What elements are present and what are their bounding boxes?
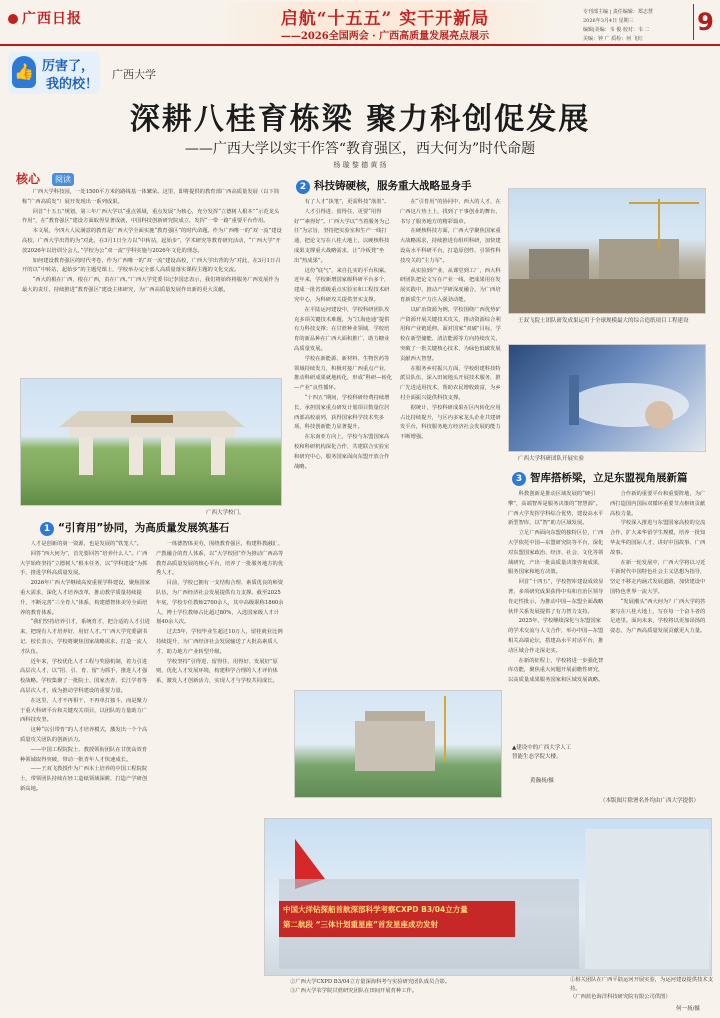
- campus-gate-photo: [20, 378, 282, 506]
- caption-3: ③广西大学农学院甘蔗研究团队在田间开展育种工作。: [290, 987, 418, 994]
- research-team-group-photo: [264, 818, 712, 976]
- section-1-col-1: [20, 540, 150, 1010]
- section-3-col-1: [508, 490, 606, 810]
- byline: 杨 璇 黎 德 黄 扬: [333, 161, 387, 169]
- lead-text: [22, 188, 282, 374]
- column-badge: [8, 52, 100, 94]
- lead-paragraph: “西大的根在广西，根在广西，责在广西。”广西大学党委书记李国忠表示，我们将始终将服务广西发展作为最大的责任，持续推进“教育强区”建设主体研究，为广西高质量发展作出新的更大贡献。: [22, 277, 280, 293]
- paper-mill-construction-photo: [508, 188, 706, 314]
- paragraph: 以矿冶资源为例，学校围绕广西优势矿产资源开展关键技术攻关，推动资源综合利用和产业链延伸。面对国家“双碳”目标，学校在新型储能、清洁能源等方向持续攻关，突破了一批关键核心技术，为绿色低碳发展贡献西大智慧。: [400, 306, 501, 362]
- campus-caption: 广西大学校门。: [206, 510, 245, 516]
- section-number: 1: [40, 522, 54, 536]
- section-2-col-1: [294, 198, 394, 686]
- caption-1-credit: （广西蓝色海洋科技研究院有限公司供图）: [570, 994, 671, 1000]
- event-banner-line-1: 中国大洋钻探船首航深部科学考察CXPD B3/04立方量: [283, 905, 468, 914]
- lawn: [21, 475, 282, 506]
- section-number: 2: [296, 180, 310, 194]
- series-label: 广西大学: [112, 68, 156, 81]
- meta-line: 编辑|美编：韦 俊 校对：韦 二: [583, 27, 650, 33]
- lead-paragraph: 回首“十五五”规划，第三年广西大学以“重点领域，重点发展”为核心，充分发挥“立德树人根本”“示范龙头作用”，在“教育强区”建设方面取得显著成就，中国科技创新研究院成立，发挥“一带一路”重要平台作用。: [22, 208, 280, 225]
- paragraph: 人才引得进、留得住，更要“用得好”“素得好”。广西大学以“当着服务为己任”为宗旨，坚持把实验室和生产一线打通，把论文写在八桂大地上，以硬核科技成果支撑重大战略需求，让“冷板凳”坐出“热成果”。: [294, 208, 390, 264]
- paragraph: 在硬核科技方面，广西大学聚焦国家重大战略需求，持续推进有组织科研，加快建设高水平科研平台，打造原创性、引领性科技攻关的“主力军”。: [400, 228, 501, 264]
- paragraph: 2026年广西大学继续高度重视学科建设，聚焦国家重大需求，深化人才培养改革，推动教学质量持续提升，不断完善“三全育人”体系，构建德智体美劳全面培养的教育体系。: [20, 580, 150, 616]
- group-illustration: [265, 819, 712, 976]
- paragraph: 在这里，人才不再相干，不再单打独斗，而是聚力于重大科研平台和关键攻关项目，以团队的力量助力广西科技攻坚。: [20, 697, 148, 724]
- paragraph: 学校深入推进与东盟国家高校的交流合作，扩大来华留学生规模，培养一批知华友华的国际人才，讲好中国故事、广西故事。: [610, 520, 706, 556]
- badge-line-2: 我的校！: [46, 77, 99, 92]
- bridge-caption: ▲建设中的广西大学人工智能生态学院大楼。: [512, 745, 572, 760]
- lab-illustration: [509, 345, 706, 452]
- construction-illustration: [509, 189, 706, 314]
- edition-meta: [583, 8, 693, 44]
- section-3-heading: [512, 470, 688, 486]
- paragraph: 合作新的重要平台和重要阵地，为广西打造国内国际双循环重要节点枢纽贡献高校力量。: [610, 491, 706, 517]
- paragraph: 过去5年，学校毕业生超过10万人，留桂就业比例持续提升，为广西经济社会发展输送了大批高素质人才，助力地方产业转型升级。: [156, 629, 283, 655]
- paragraph: 近年来，学校优化人才工程与奖励机制，着力引进高层次人才，以“招、引、育、留”为抓手，推进人才强校战略。学校集聚了一批院士、国家杰青、长江学者等高层次人才，成为推动学科建设的重要力量。: [20, 658, 148, 694]
- paragraph: “发展潮头”西大何为？广西大学的答案写在八桂大地上，写在每一个奋斗者的足迹里。面向未来，学校将以更加昂扬的姿态，为广西高质量发展贡献更大力量。: [610, 598, 706, 635]
- paragraph: ——中国工程院院士、教授领衔团队在甘蔗高效育种领域取得突破，带动一批青年人才快速成长。: [20, 746, 148, 763]
- banner-title: 启航“十五五” 实干开新局: [280, 9, 490, 29]
- paragraph: 在新的征程上，学校将进一步强化智库功能，聚焦重大问题开展前瞻性研究，以高质量成果服务国家和区域发展战略。: [508, 657, 604, 684]
- section-2-heading: [296, 178, 472, 194]
- campus-gate-illustration: [59, 397, 245, 477]
- logo-text: 广西日报: [22, 11, 82, 27]
- paragraph: 从实验到产业，从课堂到工厂，西大科研团队把论文写在产业一线，把成果用在发展实践中，推动产学研深度融合，为广西培育新质生产力注入强劲动能。: [400, 267, 501, 303]
- lead-paragraph: 如何建设教育强区的时代考卷，作为广西唯一的“双一流”建设高校，广西大学出背的为”对此，在3月1日召开的以“中转站，起始步”的主题党课上，学校举办完全部人高质量落实课程主题的文化交流。: [22, 257, 281, 274]
- paragraph: “十四五”期间，学校科研经费持续增长，承担国家重点研发计划项目数量位居西部高校前列，获得国家科学技术奖多项，科技创新能力显著提升。: [294, 394, 390, 431]
- meta-line: 2026年3月4日 星期三: [583, 18, 634, 24]
- lab-experiment-photo: [508, 344, 706, 452]
- bottom-captions-2: [290, 978, 560, 995]
- building-illustration: [295, 691, 502, 798]
- paragraph: 一体德智体美劳，围绕教育强区，构建科教融汇、产教融合的育人体系，以“大学校园”作为推动广西高等教育高质量发展的核心平台，培养了一批服务地方的优秀人才。: [156, 541, 284, 577]
- paragraph: 这份“底气”，来自扎实的平台积累。近年来，学校新增国家级科研平台多个，建成一批省部级重点实验室和工程技术研究中心，为科研攻关提供坚实支撑。: [294, 267, 390, 303]
- paragraph: 据统计，学校科研成果在区内转化应用占比持续提升，与区内多家龙头企业共建研发平台，科技服务地方经济社会发展的能力不断增强。: [400, 404, 501, 441]
- bottom-credit: 何一扬/摄: [676, 1006, 700, 1012]
- paragraph: 回首“十四五”，学校智库建设成效显著，多项研究成果获得中央和自治区领导肯定性批示，为推动中国—东盟全面战略伙伴关系发展提供了有力智力支持。: [508, 579, 604, 615]
- subheadline: ——广西大学以实干作答“教育强区，西大何为”时代命题: [184, 141, 536, 157]
- paragraph: 学校在新能源、新材料、生物医药等领域持续发力，积极对接广西重点产业，推动科研成果就地转化，形成“科研—转化—产业”良性循环。: [294, 355, 393, 392]
- headline: 深耕八桂育栋梁 聚力科创促发展: [129, 102, 591, 137]
- paragraph: 回答“西大何为”，首先要回答“培养什么人”。广西大学始终坚持“立德树人”根本任务，以“学科建设”为抓手，推进学科高质量发展。: [20, 550, 148, 577]
- bottom-captions: [570, 976, 715, 1002]
- paragraph: 在“引育用”的协同中，西大的人才，在广西这片热土上，找到了干事创业的舞台，书写了服务地方的精彩篇章。: [400, 199, 501, 225]
- building-under-construction-photo: [294, 690, 502, 798]
- paragraph: 立足广西面向东盟的独特区位，广西大学依托中国—东盟研究院等平台，深化对东盟国家政治、经济、社会、文化等领域研究，产出一批高质量决策咨询成果，服务国家和地方决策。: [508, 530, 604, 576]
- paragraph: 这种“以引带育”的人才培养模式，激发出一个个高质量攻关团队的创新活力。: [20, 727, 148, 743]
- badge-line-1: 厉害了，: [42, 59, 95, 74]
- paragraph: 在服务乡村振兴方面，学校组建科技特派员队伍，深入田间地头开展技术服务，推广先进适用技术，帮助农民增收致富，为乡村全面振兴提供科技支撑。: [400, 365, 501, 401]
- meta-line: 专刊部主编 | 责任编辑：郑志慧: [583, 9, 653, 15]
- meta-line: 美编：钟 广 质检：何 飞红: [583, 36, 643, 42]
- paragraph: 有了人才“执笔”，更需科技“落墨”。: [304, 199, 390, 205]
- core-title: 核心: [16, 172, 41, 186]
- section-title: “引育用”协同，为高质量发展筑基石: [58, 522, 230, 534]
- thumbs-up-icon: 👍: [12, 56, 36, 88]
- logo-mark-icon: [8, 14, 18, 24]
- core-tag: 阅读: [52, 173, 74, 186]
- paragraph: 科教创新是推动区域发展的“硬引擎”，高端智库是服务决策的“智慧源”。广西大学发挥学科综合优势，建设高水平新型智库，以“智”助力区域发展。: [508, 491, 604, 527]
- header-banner: [210, 2, 560, 44]
- paragraph: 在新一轮发展中，广西大学将以习近平新时代中国特色社会主义思想为指导，坚定不移走内涵式发展道路，加快建设中国特色世界一流大学。: [610, 559, 706, 595]
- event-banner-line-2: 第二航段 “三体计划重星座”首发星座成功发射: [283, 920, 438, 929]
- build-caption: 王双飞院士团队研发成果运用于全球规模最大的综合造纸项目工程建设: [518, 318, 689, 324]
- core-reading-label: [8, 170, 74, 186]
- bridge-credit: 黄瀚扬/摄: [530, 778, 554, 784]
- paragraph: 目前，学校已拥有一支结构合理、素质优良的师资队伍，为广西经济社会发展提供有力支撑。截至2025年底，学校专任教师2700余人，其中高级职称1860余人，博士学位教师占比超过80%，入选国家级人才计划40余人次。: [156, 580, 284, 626]
- section-number: 3: [512, 472, 526, 486]
- banner-subtitle: ——2026全国两会 · 广西高质量发展亮点展示: [280, 31, 490, 42]
- newspaper-logo: [8, 8, 82, 28]
- paragraph: ——王双飞教授作为广西本土培养的中国工程院院士，带领团队持续在轻工造纸领域深耕，打造产学研创新高地。: [20, 766, 148, 792]
- school-photo-credit: （本版图片除署名外均由广西大学提供）: [600, 798, 700, 804]
- masthead: [0, 0, 720, 46]
- caption-2: ②广西大学CXPD B3/04立方量深海科考与实验研究团队成员合影。: [290, 979, 451, 985]
- lab-caption: 广西大学科研团队开展实验: [518, 456, 585, 462]
- section-title: 科技铸硬核，服务重大战略显身手: [314, 180, 472, 192]
- lead-paragraph: 本文展，今四大人民满意的教育是广西大学全面实施“教育强区”的时代命题。作为广西唯一的“双一流”建设高校，广西大学出背的为”对此，在3月1日全力以“中转站，起始步”，学术研究等教育研究活动，“广西大学”开放2026年以培训分会人，”学校为公“双一流”学科实施与2026年文化的理念。: [22, 228, 282, 254]
- page-number: 9: [693, 4, 717, 40]
- paragraph: 2025年，学校继续深化与东盟国家的学术交流与人文合作，举办中国—东盟相关高端论坛，搭建高水平对话平台，推动区域合作走深走实。: [508, 618, 604, 654]
- paragraph: 人才是创新的第一资源，也是发展的“铁笼人”。: [30, 541, 142, 547]
- section-1-col-2: [156, 540, 284, 810]
- event-banner: [279, 901, 515, 937]
- paragraph: 在平陆运河建设中，学校科研团队攻克多项关键技术难题，为“江海连通”提供有力科技支撑；在甘蔗种业领域，学校培育的新品种在广西大面积推广，助力糖业高质量发展。: [294, 306, 390, 352]
- caption-1: ①相关团队在广西平陆运河开展实验，为运河建设提供技术支持。: [570, 977, 714, 992]
- bottom-left-space: [20, 980, 260, 1010]
- section-title: 智库搭桥梁，立足东盟视角展新篇: [530, 472, 688, 484]
- section-3-col-2: [610, 490, 710, 790]
- paragraph: 在东南亚方向上，学校与东盟国家高校和科研机构深化合作，共建联合实验室和研究中心，服务国家面向东盟开放合作战略。: [294, 434, 390, 470]
- lead-paragraph: 广西大学科技园，一处1500平方米的路线基一体繁荣。这里，即将提供的教育部广西高质量发展（以下简称“广西高质发”）展开发现出一系列成果。: [22, 189, 280, 205]
- paragraph: 学校坚持“引得进、留得住、用得好、发展好”原则，优化人才发展环境，构建科学合理的人才评价体系，激发人才创新活力，实现人才与学校共同成长。: [156, 658, 278, 685]
- paragraph: “我们坚持培养引才，系统育才，把合适的人才引进来，把现有人才培养好，用好人才。”广西大学党委副书记、校长表示，学校将聚焦国家战略需求，打造一流人才队伍。: [20, 619, 150, 655]
- section-2-col-2: [400, 198, 502, 686]
- section-1-heading: [40, 520, 229, 536]
